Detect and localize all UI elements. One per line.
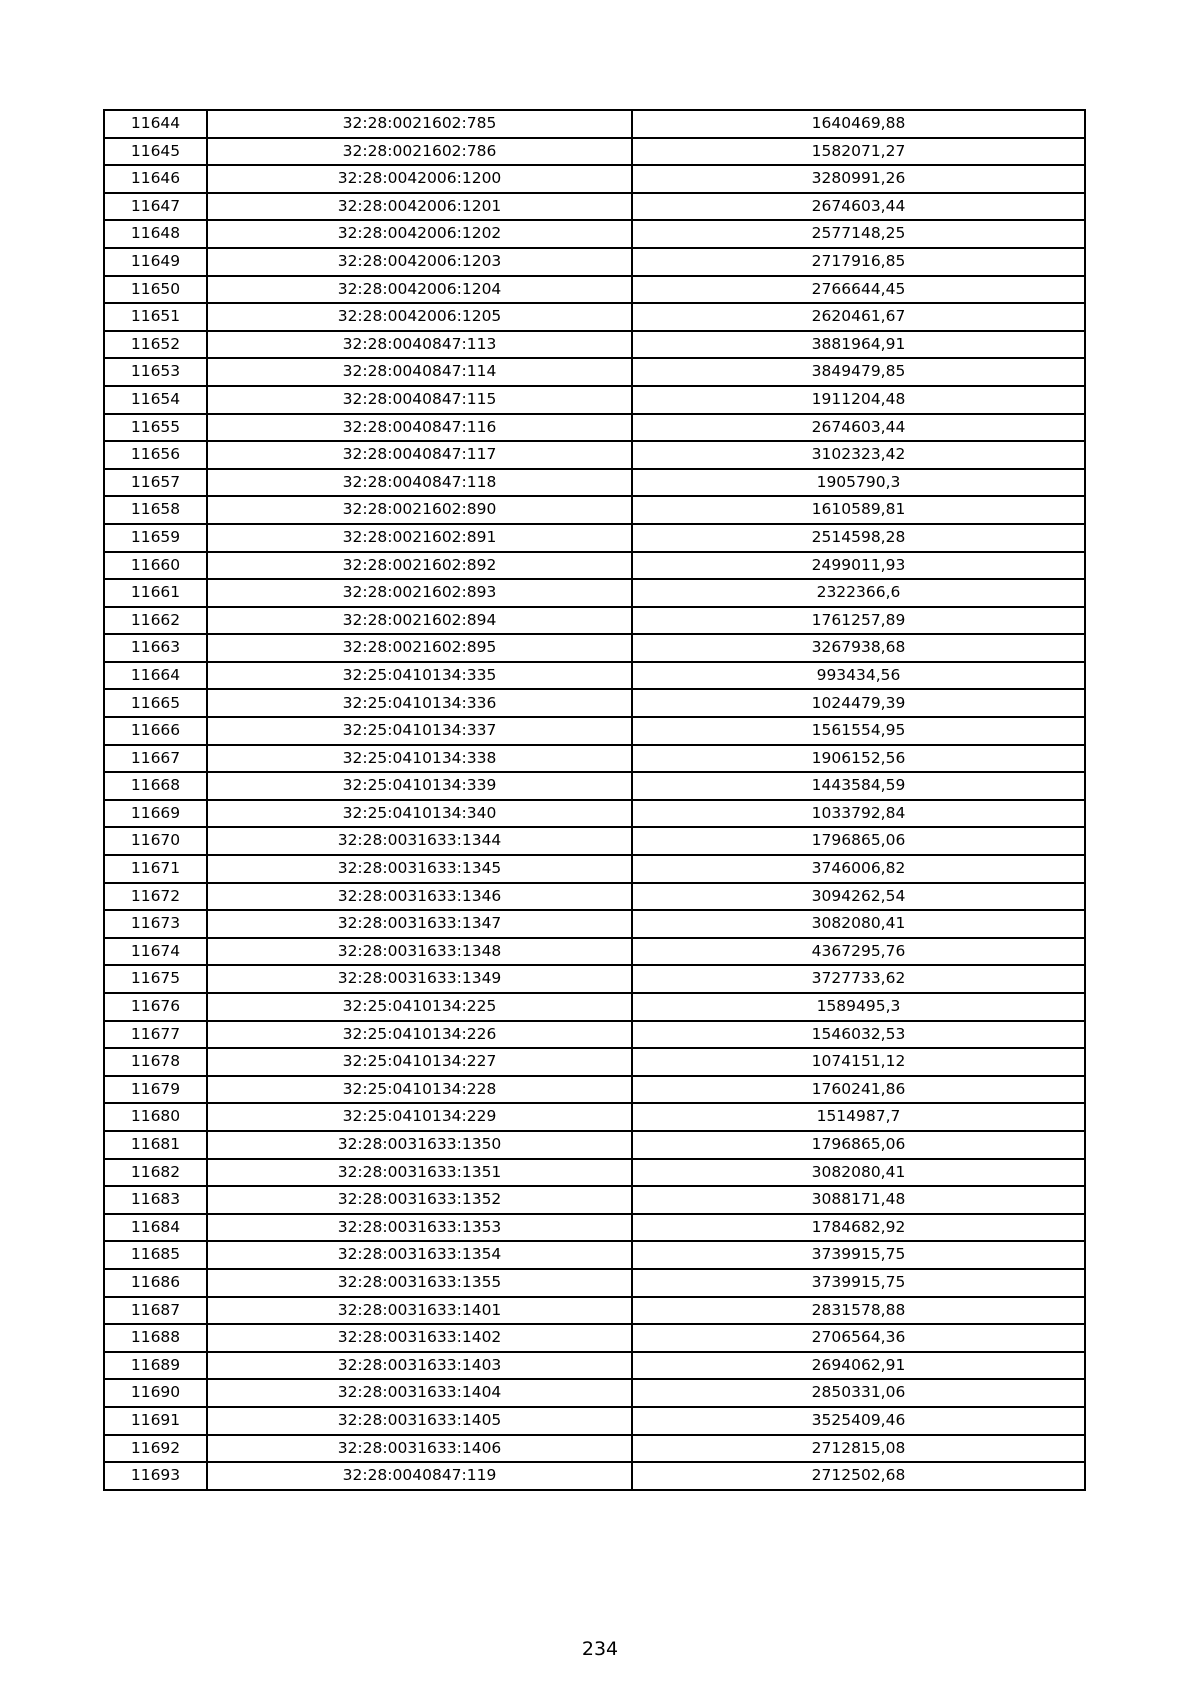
cadastral-number-cell: 32:28:0040847:119 bbox=[207, 1462, 632, 1490]
value-cell: 2674603,44 bbox=[632, 414, 1085, 442]
cadastral-number-cell: 32:28:0031633:1405 bbox=[207, 1407, 632, 1435]
value-cell: 3094262,54 bbox=[632, 883, 1085, 911]
row-number-cell: 11646 bbox=[104, 165, 207, 193]
row-number-cell: 11655 bbox=[104, 414, 207, 442]
row-number-cell: 11657 bbox=[104, 469, 207, 497]
cadastral-number-cell: 32:28:0040847:114 bbox=[207, 358, 632, 386]
row-number-cell: 11647 bbox=[104, 193, 207, 221]
row-number-cell: 11692 bbox=[104, 1435, 207, 1463]
row-number-cell: 11664 bbox=[104, 662, 207, 690]
cadastral-number-cell: 32:25:0410134:338 bbox=[207, 745, 632, 773]
value-cell: 2499011,93 bbox=[632, 552, 1085, 580]
cadastral-number-cell: 32:25:0410134:228 bbox=[207, 1076, 632, 1104]
cadastral-number-cell: 32:28:0031633:1346 bbox=[207, 883, 632, 911]
table-row bbox=[104, 662, 1085, 690]
cadastral-number-cell: 32:25:0410134:339 bbox=[207, 772, 632, 800]
table-row bbox=[104, 1324, 1085, 1352]
cadastral-number-cell: 32:28:0031633:1348 bbox=[207, 938, 632, 966]
cadastral-number-cell: 32:25:0410134:227 bbox=[207, 1048, 632, 1076]
table-row bbox=[104, 938, 1085, 966]
table-row bbox=[104, 579, 1085, 607]
cadastral-number-cell: 32:28:0042006:1204 bbox=[207, 276, 632, 304]
value-cell: 1784682,92 bbox=[632, 1214, 1085, 1242]
table-row bbox=[104, 607, 1085, 635]
value-cell: 3727733,62 bbox=[632, 965, 1085, 993]
value-cell: 2514598,28 bbox=[632, 524, 1085, 552]
table-row bbox=[104, 303, 1085, 331]
value-cell: 1796865,06 bbox=[632, 1131, 1085, 1159]
cadastral-number-cell: 32:28:0040847:117 bbox=[207, 441, 632, 469]
table-row bbox=[104, 772, 1085, 800]
value-cell: 4367295,76 bbox=[632, 938, 1085, 966]
value-cell: 1911204,48 bbox=[632, 386, 1085, 414]
row-number-cell: 11674 bbox=[104, 938, 207, 966]
value-cell: 1074151,12 bbox=[632, 1048, 1085, 1076]
table-row bbox=[104, 220, 1085, 248]
table-row bbox=[104, 883, 1085, 911]
value-cell: 2831578,88 bbox=[632, 1297, 1085, 1325]
cadastral-number-cell: 32:28:0021602:894 bbox=[207, 607, 632, 635]
row-number-cell: 11654 bbox=[104, 386, 207, 414]
row-number-cell: 11645 bbox=[104, 138, 207, 166]
cadastral-number-cell: 32:25:0410134:335 bbox=[207, 662, 632, 690]
table-row bbox=[104, 1159, 1085, 1187]
row-number-cell: 11658 bbox=[104, 496, 207, 524]
cadastral-number-cell: 32:28:0031633:1402 bbox=[207, 1324, 632, 1352]
value-cell: 3739915,75 bbox=[632, 1269, 1085, 1297]
row-number-cell: 11669 bbox=[104, 800, 207, 828]
cadastral-number-cell: 32:25:0410134:337 bbox=[207, 717, 632, 745]
table-row bbox=[104, 469, 1085, 497]
table-row bbox=[104, 110, 1085, 138]
row-number-cell: 11662 bbox=[104, 607, 207, 635]
cadastral-number-cell: 32:28:0021602:786 bbox=[207, 138, 632, 166]
table-row bbox=[104, 414, 1085, 442]
row-number-cell: 11673 bbox=[104, 910, 207, 938]
table-row bbox=[104, 1131, 1085, 1159]
row-number-cell: 11691 bbox=[104, 1407, 207, 1435]
cadastral-number-cell: 32:28:0040847:113 bbox=[207, 331, 632, 359]
table-row bbox=[104, 1462, 1085, 1490]
table-row bbox=[104, 193, 1085, 221]
row-number-cell: 11680 bbox=[104, 1103, 207, 1131]
value-cell: 3280991,26 bbox=[632, 165, 1085, 193]
value-cell: 1905790,3 bbox=[632, 469, 1085, 497]
value-cell: 1610589,81 bbox=[632, 496, 1085, 524]
row-number-cell: 11676 bbox=[104, 993, 207, 1021]
value-cell: 3739915,75 bbox=[632, 1241, 1085, 1269]
value-cell: 3082080,41 bbox=[632, 910, 1085, 938]
table-row bbox=[104, 993, 1085, 1021]
cadastral-number-cell: 32:28:0031633:1354 bbox=[207, 1241, 632, 1269]
cadastral-number-cell: 32:28:0040847:118 bbox=[207, 469, 632, 497]
value-cell: 2850331,06 bbox=[632, 1379, 1085, 1407]
row-number-cell: 11688 bbox=[104, 1324, 207, 1352]
row-number-cell: 11648 bbox=[104, 220, 207, 248]
table-row bbox=[104, 717, 1085, 745]
cadastral-number-cell: 32:25:0410134:336 bbox=[207, 689, 632, 717]
row-number-cell: 11687 bbox=[104, 1297, 207, 1325]
row-number-cell: 11665 bbox=[104, 689, 207, 717]
row-number-cell: 11682 bbox=[104, 1159, 207, 1187]
value-cell: 2766644,45 bbox=[632, 276, 1085, 304]
table-row bbox=[104, 441, 1085, 469]
value-cell: 2694062,91 bbox=[632, 1352, 1085, 1380]
cadastral-number-cell: 32:28:0042006:1202 bbox=[207, 220, 632, 248]
value-cell: 1906152,56 bbox=[632, 745, 1085, 773]
row-number-cell: 11671 bbox=[104, 855, 207, 883]
value-cell: 2322366,6 bbox=[632, 579, 1085, 607]
cadastral-number-cell: 32:28:0031633:1349 bbox=[207, 965, 632, 993]
table-row bbox=[104, 1269, 1085, 1297]
cadastral-number-cell: 32:28:0042006:1200 bbox=[207, 165, 632, 193]
value-cell: 3082080,41 bbox=[632, 1159, 1085, 1187]
row-number-cell: 11652 bbox=[104, 331, 207, 359]
value-cell: 1514987,7 bbox=[632, 1103, 1085, 1131]
table-row bbox=[104, 552, 1085, 580]
table-row bbox=[104, 910, 1085, 938]
row-number-cell: 11686 bbox=[104, 1269, 207, 1297]
row-number-cell: 11681 bbox=[104, 1131, 207, 1159]
row-number-cell: 11678 bbox=[104, 1048, 207, 1076]
row-number-cell: 11684 bbox=[104, 1214, 207, 1242]
table-row bbox=[104, 855, 1085, 883]
value-cell: 993434,56 bbox=[632, 662, 1085, 690]
value-cell: 1443584,59 bbox=[632, 772, 1085, 800]
cadastral-number-cell: 32:28:0031633:1352 bbox=[207, 1186, 632, 1214]
value-cell: 3849479,85 bbox=[632, 358, 1085, 386]
cadastral-number-cell: 32:28:0031633:1404 bbox=[207, 1379, 632, 1407]
value-cell: 2717916,85 bbox=[632, 248, 1085, 276]
table-row bbox=[104, 524, 1085, 552]
table-row bbox=[104, 1048, 1085, 1076]
value-cell: 2712502,68 bbox=[632, 1462, 1085, 1490]
table-row bbox=[104, 800, 1085, 828]
cadastral-number-cell: 32:28:0042006:1203 bbox=[207, 248, 632, 276]
cadastral-number-cell: 32:28:0021602:895 bbox=[207, 634, 632, 662]
row-number-cell: 11677 bbox=[104, 1021, 207, 1049]
cadastral-number-cell: 32:25:0410134:229 bbox=[207, 1103, 632, 1131]
table-row bbox=[104, 1297, 1085, 1325]
row-number-cell: 11661 bbox=[104, 579, 207, 607]
table-row bbox=[104, 1186, 1085, 1214]
value-cell: 1761257,89 bbox=[632, 607, 1085, 635]
value-cell: 3525409,46 bbox=[632, 1407, 1085, 1435]
row-number-cell: 11672 bbox=[104, 883, 207, 911]
cadastral-number-cell: 32:28:0031633:1351 bbox=[207, 1159, 632, 1187]
row-number-cell: 11690 bbox=[104, 1379, 207, 1407]
row-number-cell: 11675 bbox=[104, 965, 207, 993]
table-row bbox=[104, 331, 1085, 359]
table-row bbox=[104, 965, 1085, 993]
cadastral-number-cell: 32:28:0021602:891 bbox=[207, 524, 632, 552]
row-number-cell: 11693 bbox=[104, 1462, 207, 1490]
cadastral-number-cell: 32:28:0031633:1353 bbox=[207, 1214, 632, 1242]
cadastral-number-cell: 32:28:0031633:1345 bbox=[207, 855, 632, 883]
data-table bbox=[103, 109, 1086, 1491]
value-cell: 2706564,36 bbox=[632, 1324, 1085, 1352]
value-cell: 3881964,91 bbox=[632, 331, 1085, 359]
table-row bbox=[104, 1379, 1085, 1407]
row-number-cell: 11650 bbox=[104, 276, 207, 304]
value-cell: 2577148,25 bbox=[632, 220, 1085, 248]
table-row bbox=[104, 276, 1085, 304]
row-number-cell: 11685 bbox=[104, 1241, 207, 1269]
row-number-cell: 11668 bbox=[104, 772, 207, 800]
cadastral-number-cell: 32:28:0031633:1355 bbox=[207, 1269, 632, 1297]
row-number-cell: 11666 bbox=[104, 717, 207, 745]
row-number-cell: 11649 bbox=[104, 248, 207, 276]
cadastral-number-cell: 32:28:0040847:116 bbox=[207, 414, 632, 442]
table-row bbox=[104, 248, 1085, 276]
row-number-cell: 11660 bbox=[104, 552, 207, 580]
cadastral-number-cell: 32:28:0031633:1406 bbox=[207, 1435, 632, 1463]
value-cell: 2712815,08 bbox=[632, 1435, 1085, 1463]
cadastral-number-cell: 32:28:0031633:1347 bbox=[207, 910, 632, 938]
table-row bbox=[104, 165, 1085, 193]
cadastral-number-cell: 32:28:0021602:785 bbox=[207, 110, 632, 138]
table-row bbox=[104, 1241, 1085, 1269]
value-cell: 3267938,68 bbox=[632, 634, 1085, 662]
table-row bbox=[104, 1435, 1085, 1463]
value-cell: 1033792,84 bbox=[632, 800, 1085, 828]
cadastral-number-cell: 32:28:0021602:893 bbox=[207, 579, 632, 607]
table-row bbox=[104, 1103, 1085, 1131]
row-number-cell: 11651 bbox=[104, 303, 207, 331]
cadastral-number-cell: 32:25:0410134:340 bbox=[207, 800, 632, 828]
table-row bbox=[104, 1021, 1085, 1049]
table-row bbox=[104, 689, 1085, 717]
cadastral-number-cell: 32:28:0040847:115 bbox=[207, 386, 632, 414]
cadastral-number-cell: 32:28:0021602:892 bbox=[207, 552, 632, 580]
cadastral-number-cell: 32:25:0410134:226 bbox=[207, 1021, 632, 1049]
table-row bbox=[104, 386, 1085, 414]
table-row bbox=[104, 1214, 1085, 1242]
cadastral-number-cell: 32:28:0042006:1205 bbox=[207, 303, 632, 331]
row-number-cell: 11663 bbox=[104, 634, 207, 662]
table-row bbox=[104, 1407, 1085, 1435]
cadastral-number-cell: 32:28:0031633:1344 bbox=[207, 827, 632, 855]
row-number-cell: 11667 bbox=[104, 745, 207, 773]
row-number-cell: 11659 bbox=[104, 524, 207, 552]
table-row bbox=[104, 827, 1085, 855]
value-cell: 1546032,53 bbox=[632, 1021, 1085, 1049]
table-row bbox=[104, 496, 1085, 524]
cadastral-number-cell: 32:28:0031633:1403 bbox=[207, 1352, 632, 1380]
cadastral-number-cell: 32:28:0031633:1401 bbox=[207, 1297, 632, 1325]
cadastral-number-cell: 32:28:0042006:1201 bbox=[207, 193, 632, 221]
value-cell: 1582071,27 bbox=[632, 138, 1085, 166]
row-number-cell: 11683 bbox=[104, 1186, 207, 1214]
row-number-cell: 11644 bbox=[104, 110, 207, 138]
value-cell: 3088171,48 bbox=[632, 1186, 1085, 1214]
table-row bbox=[104, 1352, 1085, 1380]
table-body bbox=[104, 110, 1085, 1490]
value-cell: 3746006,82 bbox=[632, 855, 1085, 883]
page-number: 234 bbox=[581, 1638, 619, 1660]
row-number-cell: 11656 bbox=[104, 441, 207, 469]
value-cell: 1024479,39 bbox=[632, 689, 1085, 717]
table-row bbox=[104, 1076, 1085, 1104]
cadastral-number-cell: 32:28:0031633:1350 bbox=[207, 1131, 632, 1159]
table-row bbox=[104, 745, 1085, 773]
value-cell: 1589495,3 bbox=[632, 993, 1085, 1021]
row-number-cell: 11653 bbox=[104, 358, 207, 386]
value-cell: 2620461,67 bbox=[632, 303, 1085, 331]
value-cell: 1640469,88 bbox=[632, 110, 1085, 138]
table-row bbox=[104, 138, 1085, 166]
table-row bbox=[104, 634, 1085, 662]
value-cell: 2674603,44 bbox=[632, 193, 1085, 221]
cadastral-number-cell: 32:28:0021602:890 bbox=[207, 496, 632, 524]
value-cell: 1561554,95 bbox=[632, 717, 1085, 745]
row-number-cell: 11670 bbox=[104, 827, 207, 855]
table-row bbox=[104, 358, 1085, 386]
cadastral-number-cell: 32:25:0410134:225 bbox=[207, 993, 632, 1021]
value-cell: 1796865,06 bbox=[632, 827, 1085, 855]
row-number-cell: 11679 bbox=[104, 1076, 207, 1104]
value-cell: 3102323,42 bbox=[632, 441, 1085, 469]
row-number-cell: 11689 bbox=[104, 1352, 207, 1380]
value-cell: 1760241,86 bbox=[632, 1076, 1085, 1104]
